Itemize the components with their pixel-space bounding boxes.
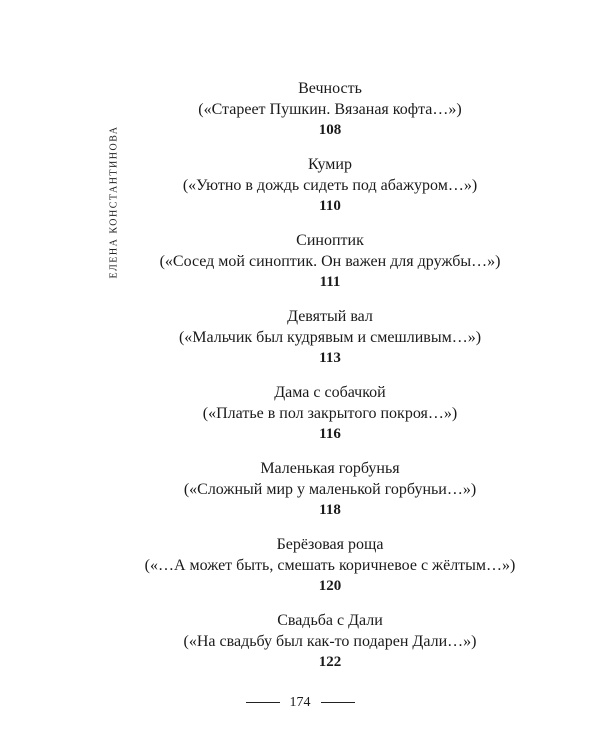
toc-entry-page-number: 108 — [318, 122, 342, 138]
toc-entry-page-number: 110 — [319, 198, 341, 214]
toc-entry — [140, 78, 520, 141]
toc-entry-first-line: («…А может быть, смешать коричневое с жёлтым…») — [144, 557, 516, 574]
toc-entry-first-line: («Сложный мир у маленькой горбуньи…») — [183, 481, 477, 498]
toc-entry — [140, 306, 520, 369]
toc-entry-first-line: («На свадьбу был как-то подарен Дали…») — [183, 633, 477, 650]
folio-rule-left — [246, 702, 280, 703]
toc-entry-title: Дама с собачкой — [274, 384, 386, 401]
toc-entry-title: Свадьба с Дали — [277, 612, 383, 629]
page-number: 174 — [289, 694, 311, 710]
toc-entry-page-number: 122 — [318, 654, 342, 670]
toc-entry — [140, 230, 520, 293]
toc-entry — [140, 458, 520, 521]
toc-entry-title: Берёзовая роща — [276, 536, 384, 553]
toc-entry-first-line: («Сосед мой синоптик. Он важен для дружбы…») — [159, 253, 501, 270]
toc-entry-title: Вечность — [298, 80, 362, 97]
toc-entry — [140, 610, 520, 673]
toc-entry-first-line: («Мальчик был кудрявым и смешливым…») — [178, 329, 482, 346]
toc-entry-title: Синоптик — [296, 232, 364, 249]
page-footer — [0, 692, 600, 711]
toc-entry-first-line: («Уютно в дождь сидеть под абажуром…») — [182, 177, 478, 194]
toc-entry — [140, 154, 520, 217]
toc-entry-page-number: 111 — [319, 274, 341, 290]
folio-rule-right — [321, 702, 355, 703]
toc-entry-page-number: 116 — [319, 426, 341, 442]
toc-entry-first-line: («Платье в пол закрытого покроя…») — [202, 405, 458, 422]
toc-entry — [140, 382, 520, 445]
toc-entry-title: Девятый вал — [287, 308, 373, 325]
toc-entry-title: Маленькая горбунья — [260, 460, 400, 477]
toc-entry — [140, 534, 520, 597]
toc-entry-page-number: 118 — [319, 502, 341, 518]
running-head-author: ЕЛЕНА КОНСТАНТИНОВА — [108, 125, 120, 279]
folio-group — [246, 695, 355, 711]
toc-entry-page-number: 120 — [318, 578, 342, 594]
toc-entry-title: Кумир — [308, 156, 352, 173]
toc-entry-page-number: 113 — [319, 350, 341, 366]
toc-entry-first-line: («Стареет Пушкин. Вязаная кофта…») — [198, 101, 462, 118]
table-of-contents — [140, 78, 520, 686]
